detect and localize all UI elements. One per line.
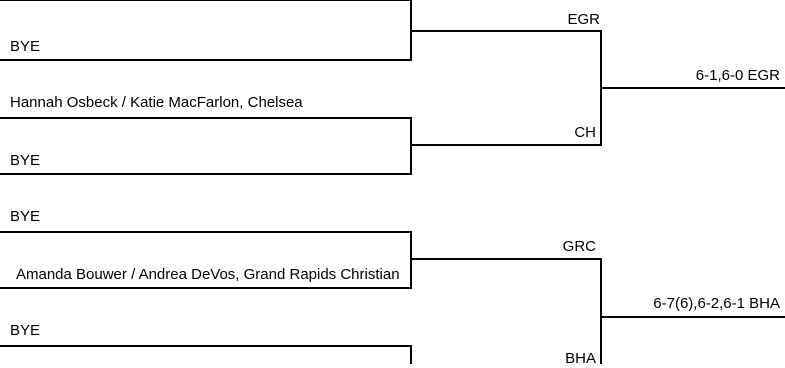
bracket-line [0, 117, 412, 119]
bracket-line [410, 345, 412, 364]
bracket-line [0, 0, 412, 1]
entry-bye-4: BYE [10, 322, 41, 339]
round3-result-2: 6-7(6),6-2,6-1 BHA [653, 295, 780, 312]
round3-result-1: 6-1,6-0 EGR [695, 67, 780, 84]
entry-bye-2: BYE [10, 152, 41, 169]
bracket-line [410, 258, 602, 260]
round2-label-egr: EGR [567, 11, 600, 28]
bracket-line [600, 258, 602, 364]
bracket-line [600, 316, 785, 318]
bracket-line [410, 231, 412, 260]
bracket-line [410, 30, 412, 61]
bracket-line [410, 144, 412, 175]
bracket-line [410, 30, 602, 32]
bracket-line [410, 258, 412, 289]
bracket-line [410, 0, 412, 30]
round2-label-ch: CH [574, 124, 596, 141]
bracket-line [0, 59, 412, 61]
round2-label-bha: BHA [565, 350, 596, 367]
entry-bye-1: BYE [10, 38, 41, 55]
entry-bye-3: BYE [10, 208, 41, 225]
bracket-line [0, 173, 412, 175]
bracket-line [600, 87, 785, 89]
bracket-line [0, 231, 412, 233]
bracket-line [410, 144, 602, 146]
bracket-line [0, 287, 412, 289]
round2-label-grc: GRC [562, 238, 596, 255]
entry-osbeck-macfarlon: Hannah Osbeck / Katie MacFarlon, Chelsea [10, 94, 303, 111]
bracket-line [410, 117, 412, 146]
bracket-line [0, 345, 412, 347]
entry-bouwer-devos: Amanda Bouwer / Andrea DeVos, Grand Rapids Christian [16, 266, 400, 283]
